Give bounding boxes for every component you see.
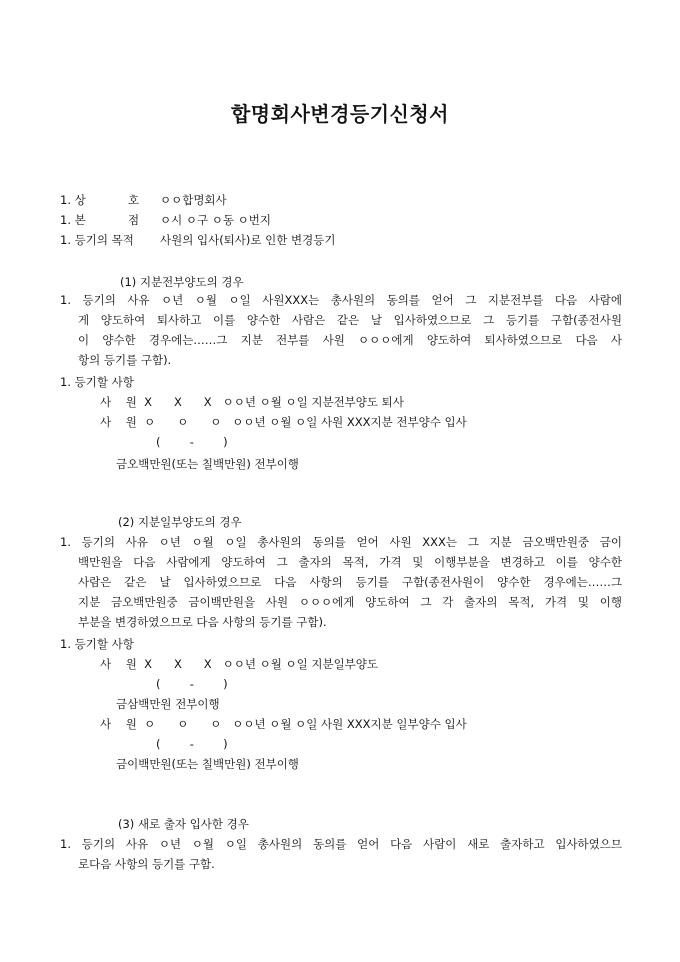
section2-reason-line: 백만원을 다음 사람에게 양도하여 그 출자의 목적, 가격 및 이행부분을 변경하고 이를 양수한 [78,555,622,569]
section1-matters-label: 1. 등기할 사항 [60,375,134,389]
section1-reason-line: 항의 등기를 구함). [78,353,172,367]
section2-heading: (2) 지분일부양도의 경우 [118,515,242,529]
head-office-label-end: 점 [128,213,140,227]
section2-reason-line: 지분 금오백만원중 금이백만원을 사원 ㅇㅇㅇ에게 양도하여 그 각 출자의 목적, 가격 및 이행 [78,595,622,609]
section3-reason-line: 1. 등기의 사유 ㅇ년 ㅇ월 ㅇ일 총사원의 동의를 얻어 다음 사람이 새로 출자하고 입사하였으므 [60,837,622,851]
section2-row: 금이백만원(또는 칠백만원) 전부이행 [116,757,299,771]
section2-reason-line: 사람은 같은 날 입사하였으므로 다음 사항의 등기를 구함(종전사원이 양수한 경우에는……그 [78,575,622,589]
section1-reason-line: 이 양수한 경우에는……그 지분 전부를 사원 ㅇㅇㅇ에게 양도하여 퇴사하였으므로 다음 사 [78,333,622,347]
company-name-label: 1. 상 [60,193,86,207]
purpose-label: 1. 등기의 목적 [60,233,134,247]
section2-row: 사 원 ㅇ ㅇ ㅇ ㅇㅇ년 ㅇ월 ㅇ일 사원 XXX지분 일부양수 입사 [100,717,467,731]
section2-reason-line: 1. 등기의 사유 ㅇ년 ㅇ월 ㅇ일 총사원의 동의를 얻어 사원 XXX는 그 지분 금오백만원중 금이 [60,535,622,549]
section1-reason-line: 1. 등기의 사유 ㅇ년 ㅇ월 ㅇ일 사원XXX는 총사원의 동의를 얻어 그 지분전부를 다음 사람에 [60,293,622,307]
section1-row: ( - ) [156,435,228,449]
section1-heading: (1) 지분전부양도의 경우 [120,275,244,289]
section2-row: 금삼백만원 전부이행 [116,697,220,711]
section3-heading: (3) 새로 출자 입사한 경우 [118,817,249,831]
company-name-label-end: 호 [128,193,140,207]
company-name-value: ㅇㅇ합명회사 [160,193,227,207]
section2-row: 사 원 X X X ㅇㅇ년 ㅇ월 ㅇ일 지분일부양도 [100,657,379,671]
section1-row: 사 원 ㅇ ㅇ ㅇ ㅇㅇ년 ㅇ월 ㅇ일 사원 XXX지분 전부양수 입사 [100,415,467,429]
document-title: 합명회사변경등기신청서 [230,102,450,126]
section2-row: ( - ) [156,677,228,691]
section1-reason-line: 게 양도하여 퇴사하고 이를 양수한 사람은 같은 날 입사하였으므로 그 등기를 구함(종전사원 [78,313,622,327]
head-office-label: 1. 본 [60,213,86,227]
section2-reason-line: 부분을 변경하였으므로 다음 사항의 등기를 구함). [78,615,327,629]
section2-matters-label: 1. 등기할 사항 [60,637,134,651]
section1-row: 금오백만원(또는 칠백만원) 전부이행 [116,457,299,471]
section3-reason-line: 로다음 사항의 등기를 구함. [78,857,215,871]
section1-row: 사 원 X X X ㅇㅇ년 ㅇ월 ㅇ일 지분전부양도 퇴사 [100,395,404,409]
purpose-value: 사원의 입사(퇴사)로 인한 변경등기 [160,233,336,247]
section2-row: ( - ) [156,737,228,751]
head-office-value: ㅇ시 ㅇ구 ㅇ동 ㅇ번지 [160,213,271,227]
